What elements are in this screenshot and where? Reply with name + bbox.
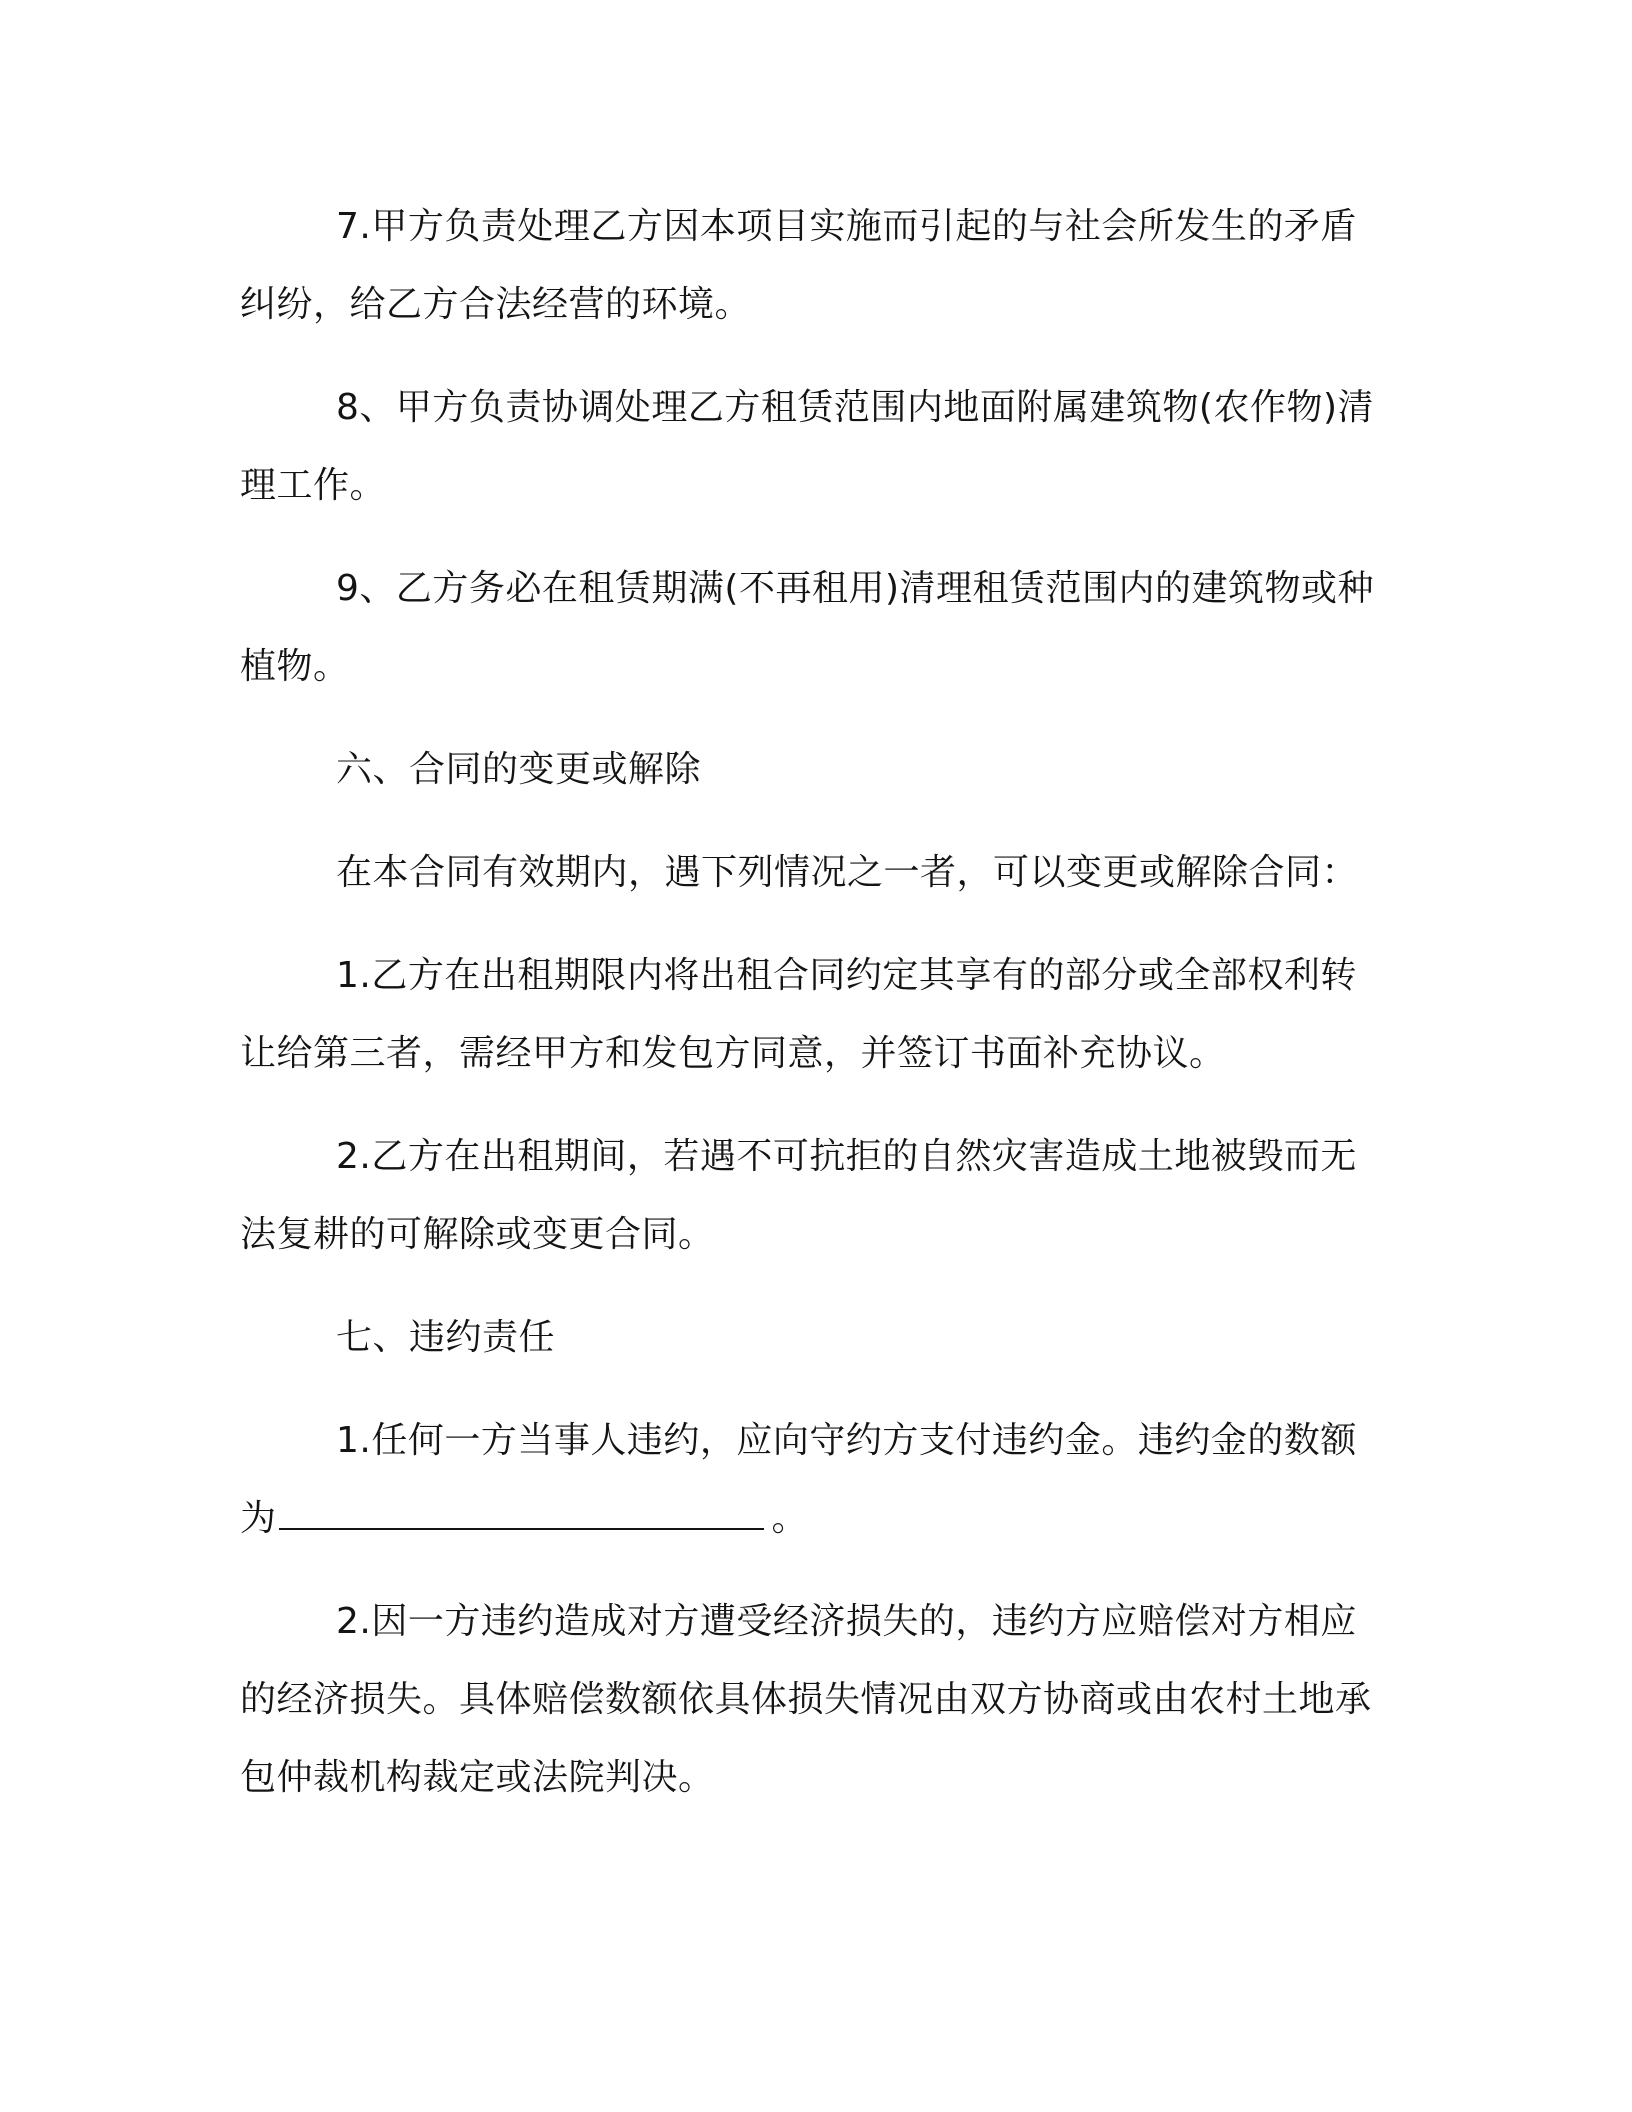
clause-9: 9、乙方务必在租赁期满(不再租用)清理租赁范围内的建筑物或种植物。	[240, 568, 1374, 687]
section-6-item-2: 2.乙方在出租期间，若遇不可抗拒的自然灾害造成土地被毁而无法复耕的可解除或变更合同。	[240, 1136, 1357, 1255]
section-7-heading: 七、违约责任	[336, 1317, 556, 1358]
document-body	[240, 188, 1380, 1842]
section-7-item-1-text: 1.任何一方当事人违约，应向守约方支付违约金。违约金的数额为	[240, 1420, 1357, 1539]
clause-8: 8、甲方负责协调处理乙方租赁范围内地面附属建筑物(农作物)清理工作。	[240, 387, 1374, 506]
section-6-item-1: 1.乙方在出租期限内将出租合同约定其享有的部分或全部权利转让给第三者，需经甲方和发包方同意，并签订书面补充协议。	[240, 955, 1357, 1074]
section-7-item-1-end: 。	[771, 1498, 809, 1539]
section-7-item-1	[240, 1402, 1380, 1558]
section-7-item-2: 2.因一方违约造成对方遭受经济损失的，违约方应赔偿对方相应的经济损失。具体赔偿数额依具体损失情况由双方协商或由农村土地承包仲裁机构裁定或法院判决。	[240, 1601, 1372, 1798]
clause-7: 7.甲方负责处理乙方因本项目实施而引起的与社会所发生的矛盾纠纷，给乙方合法经营的环境。	[240, 206, 1357, 325]
section-6-intro: 在本合同有效期内，遇下列情况之一者，可以变更或解除合同：	[336, 852, 1359, 893]
fill-in-blank-line	[279, 1527, 764, 1530]
section-6-heading: 六、合同的变更或解除	[336, 749, 702, 790]
